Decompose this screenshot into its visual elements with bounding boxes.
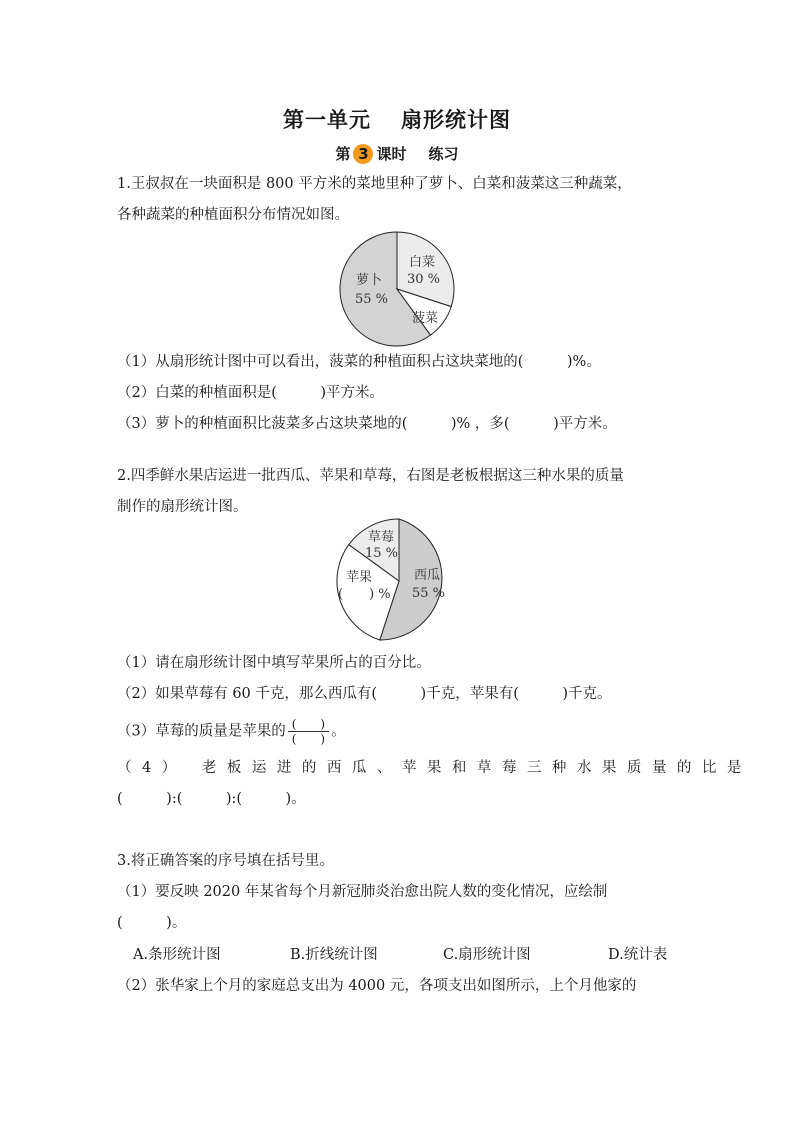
fraction-numerator: ( ) — [288, 717, 329, 732]
q3-option-b: B.折线统计图 — [290, 947, 378, 963]
q1-pie-chart — [338, 228, 458, 350]
q1-stem-line2: 各种蔬菜的种植面积分布情况如图。 — [117, 207, 349, 223]
page-title — [0, 104, 794, 134]
q1-label-cabbage: 白菜 — [409, 255, 436, 270]
q3-sub2-line1: （2）张华家上个月的家庭总支出为 4000 元，各项支出如图所示，上个月他家的 — [117, 978, 637, 994]
q2-stem-line2: 制作的扇形统计图。 — [117, 499, 248, 515]
q2-value-watermelon: 55 % — [412, 586, 446, 601]
lesson-suffix: 课时 — [376, 145, 407, 163]
q2-sub3-fraction — [288, 717, 329, 746]
q2-sub3-suffix: 。 — [331, 723, 346, 740]
q2-stem-line1: 2.四季鲜水果店运进一批西瓜、苹果和草莓，右图是老板根据这三种水果的质量 — [117, 468, 624, 484]
q1-sub1: （1）从扇形统计图中可以看出，菠菜的种植面积占这块菜地的( )%。 — [117, 354, 601, 370]
q2-value-strawberry: 15 % — [365, 546, 399, 561]
q2-value-apple: ( ) % — [338, 587, 391, 602]
unit-title: 扇形统计图 — [401, 108, 511, 132]
q1-value-cabbage: 30 % — [407, 272, 441, 287]
lesson-subtitle — [0, 143, 794, 164]
q2-sub3 — [117, 717, 346, 746]
q2-sub4-line1: （4） 老板运进的西瓜、苹果和草莓三种水果质量的比是 — [117, 760, 752, 776]
q3-option-a: A.条形统计图 — [133, 947, 221, 963]
q2-label-apple: 苹果 — [346, 570, 373, 585]
q3-stem: 3.将正确答案的序号填在括号里。 — [117, 853, 334, 869]
q2-pie-chart — [334, 516, 464, 646]
q3-sub1-line1: （1）要反映 2020 年某省每个月新冠肺炎治愈出院人数的变化情况，应绘制 — [117, 884, 608, 900]
q1-label-radish: 萝卜 — [356, 273, 383, 288]
unit-label: 第一单元 — [283, 108, 371, 132]
lesson-number-badge: 3 — [353, 144, 373, 164]
q2-label-watermelon: 西瓜 — [414, 568, 441, 583]
q1-label-spinach: 菠菜 — [412, 311, 439, 326]
fraction-denominator: ( ) — [291, 732, 326, 746]
q1-sub3: （3）萝卜的种植面积比菠菜多占这块菜地的( )% ，多( )平方米。 — [117, 416, 617, 432]
q3-option-d: D.统计表 — [608, 947, 668, 963]
q2-sub1: （1）请在扇形统计图中填写苹果所占的百分比。 — [117, 655, 431, 671]
lesson-type: 练习 — [428, 145, 459, 163]
q3-sub1-line2: ( )。 — [117, 915, 187, 931]
q2-label-strawberry: 草莓 — [368, 530, 395, 545]
q1-sub2: （2）白菜的种植面积是( )平方米。 — [117, 385, 385, 401]
q2-sub4-line2: ( ):( ):( )。 — [117, 791, 306, 807]
lesson-prefix: 第 — [335, 145, 351, 163]
q1-value-radish: 55 % — [355, 292, 389, 307]
q2-sub3-prefix: （3）草莓的质量是苹果的 — [117, 723, 286, 740]
q3-option-c: C.扇形统计图 — [443, 947, 531, 963]
q1-stem-line1: 1.王叔叔在一块面积是 800 平方米的菜地里种了萝卜、白菜和菠菜这三种蔬菜， — [117, 176, 632, 192]
q2-sub2: （2）如果草莓有 60 千克，那么西瓜有( )千克，苹果有( )千克。 — [117, 686, 612, 702]
